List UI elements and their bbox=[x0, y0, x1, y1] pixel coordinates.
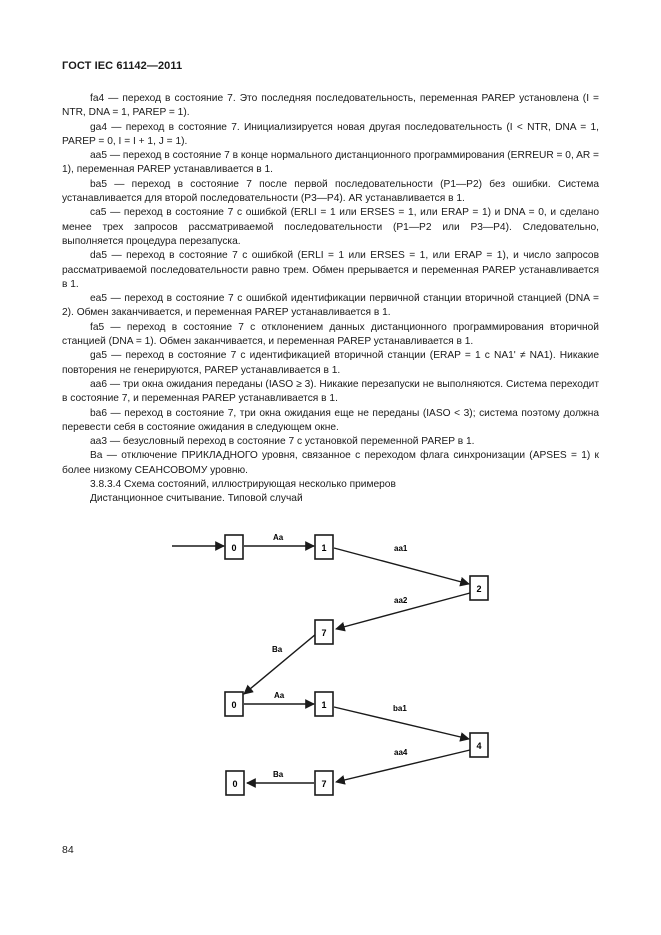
paragraph-ca5: ca5 — переход в состояние 7 с ошибкой (ERLI = 1 или ERSES = 1, или ERAP = 1) и DNA = 0, и сделано менее трех запросов рассматриваемой последовательности (P1—P2 или P3—P4). Следовательно, выполняется процедура перезапуска. bbox=[62, 207, 599, 247]
state-node bbox=[226, 771, 244, 795]
paragraph-fa4: fa4 — переход в состояние 7. Это последняя последовательность, переменная PAREP установлена (I = NTR, DNA = 1, PAREP = 1). bbox=[62, 93, 599, 119]
edge-label-aa1: aa1 bbox=[394, 544, 408, 553]
state-label: 0 bbox=[231, 543, 237, 553]
diagram-caption: Дистанционное считывание. Типовой случай bbox=[90, 493, 303, 505]
state-node bbox=[225, 535, 243, 559]
page-number: 84 bbox=[62, 844, 74, 856]
state-label: 7 bbox=[321, 779, 327, 789]
edge-ba-1 bbox=[244, 634, 316, 694]
state-label: 4 bbox=[476, 741, 482, 751]
edge-label-ba1: ba1 bbox=[393, 704, 407, 713]
state-node bbox=[315, 620, 333, 644]
paragraph-fa5: fa5 — переход в состояние 7 с отклонением данных дистанционного программирования вторичной станцией (DNA = 1). Обмен заканчивается, и переменная PAREP устанавливается в 1. bbox=[62, 321, 599, 348]
state-node bbox=[315, 535, 333, 559]
state-label: 0 bbox=[232, 779, 238, 789]
edge-label-aa-1: Aa bbox=[273, 533, 284, 542]
paragraph-ba6: ba6 — переход в состояние 7, три окна ожидания еще не переданы (IASO < 3); система поэтому должна перевести себя в состояние ожидания в следующем окне. bbox=[62, 407, 599, 433]
state-label: 7 bbox=[321, 628, 327, 638]
state-node bbox=[470, 733, 488, 757]
state-node bbox=[470, 576, 488, 600]
paragraph-ga5: ga5 — переход в состояние 7 с идентификацией вторичной станции (ERAP = 1 с NA1' ≠ NA1). Никакие повторения не генерируются, PAREP устанавливается в 1. bbox=[62, 350, 599, 376]
edge-label-ba-1: Ba bbox=[272, 645, 283, 654]
state-label: 0 bbox=[231, 700, 237, 710]
paragraph-ba5: ba5 — переход в состояние 7 после первой последовательности (P1—P2) без ошибки. Система устанавливается для второй последовательности (P3—P4). AR устанавливается в 1. bbox=[62, 178, 599, 205]
state-label: 2 bbox=[476, 584, 482, 594]
paragraph-ga4: ga4 — переход в состояние 7. Инициализируется новая другая последовательность (I < NTR, DNA = 1, PAREP = 0, I = I + 1, J = 1). bbox=[62, 121, 599, 147]
state-label: 1 bbox=[321, 543, 327, 553]
paragraph-ba: Ba — отключение ПРИКЛАДНОГО уровня, связанное с переходом флага синхронизации (APSES = 1) к более низкому СЕАНСОВОМУ уровню. bbox=[62, 450, 599, 476]
edge-label-aa-2: Aa bbox=[274, 691, 285, 700]
document-header: ГОСТ IEC 61142—2011 bbox=[62, 60, 183, 72]
edge-label-aa4: aa4 bbox=[394, 748, 408, 757]
state-label: 1 bbox=[321, 700, 327, 710]
paragraph-aa6: aa6 — три окна ожидания переданы (IASO ≥ 3). Никакие перезапуски не выполняются. Система переходит в состояние 7, и переменная PAREP устанавливается в 1. bbox=[62, 378, 599, 405]
section-heading: 3.8.3.4 Схема состояний, иллюстрирующая несколько примеров bbox=[90, 479, 396, 491]
state-node bbox=[315, 692, 333, 716]
paragraph-da5: da5 — переход в состояние 7 с ошибкой (ERLI = 1 или ERSES = 1, или ERAP = 1), и число запросов рассматриваемой последовательности равно трем. Обмен прерывается и переменная PAREP устанавливается в 1. bbox=[62, 250, 599, 290]
state-node bbox=[225, 692, 243, 716]
edge-aa1 bbox=[334, 548, 469, 584]
paragraph-aa5: aa5 — переход в состояние 7 в конце нормального дистанционного программирования (ERREUR = 0, AR = 1), переменная PAREP устанавливается в 1. bbox=[62, 150, 600, 176]
state-node bbox=[315, 771, 333, 795]
paragraph-aa3: aa3 — безусловный переход в состояние 7 с установкой переменной PAREP в 1. bbox=[90, 436, 475, 448]
paragraph-ea5: ea5 — переход в состояние 7 с ошибкой идентификации первичной станции вторичной станцией (DNA = 2). Обмен заканчивается, и переменная PAREP устанавливается в 1. bbox=[62, 293, 599, 319]
edge-label-ba-2: Ba bbox=[273, 770, 284, 779]
edge-label-aa2: aa2 bbox=[394, 596, 408, 605]
